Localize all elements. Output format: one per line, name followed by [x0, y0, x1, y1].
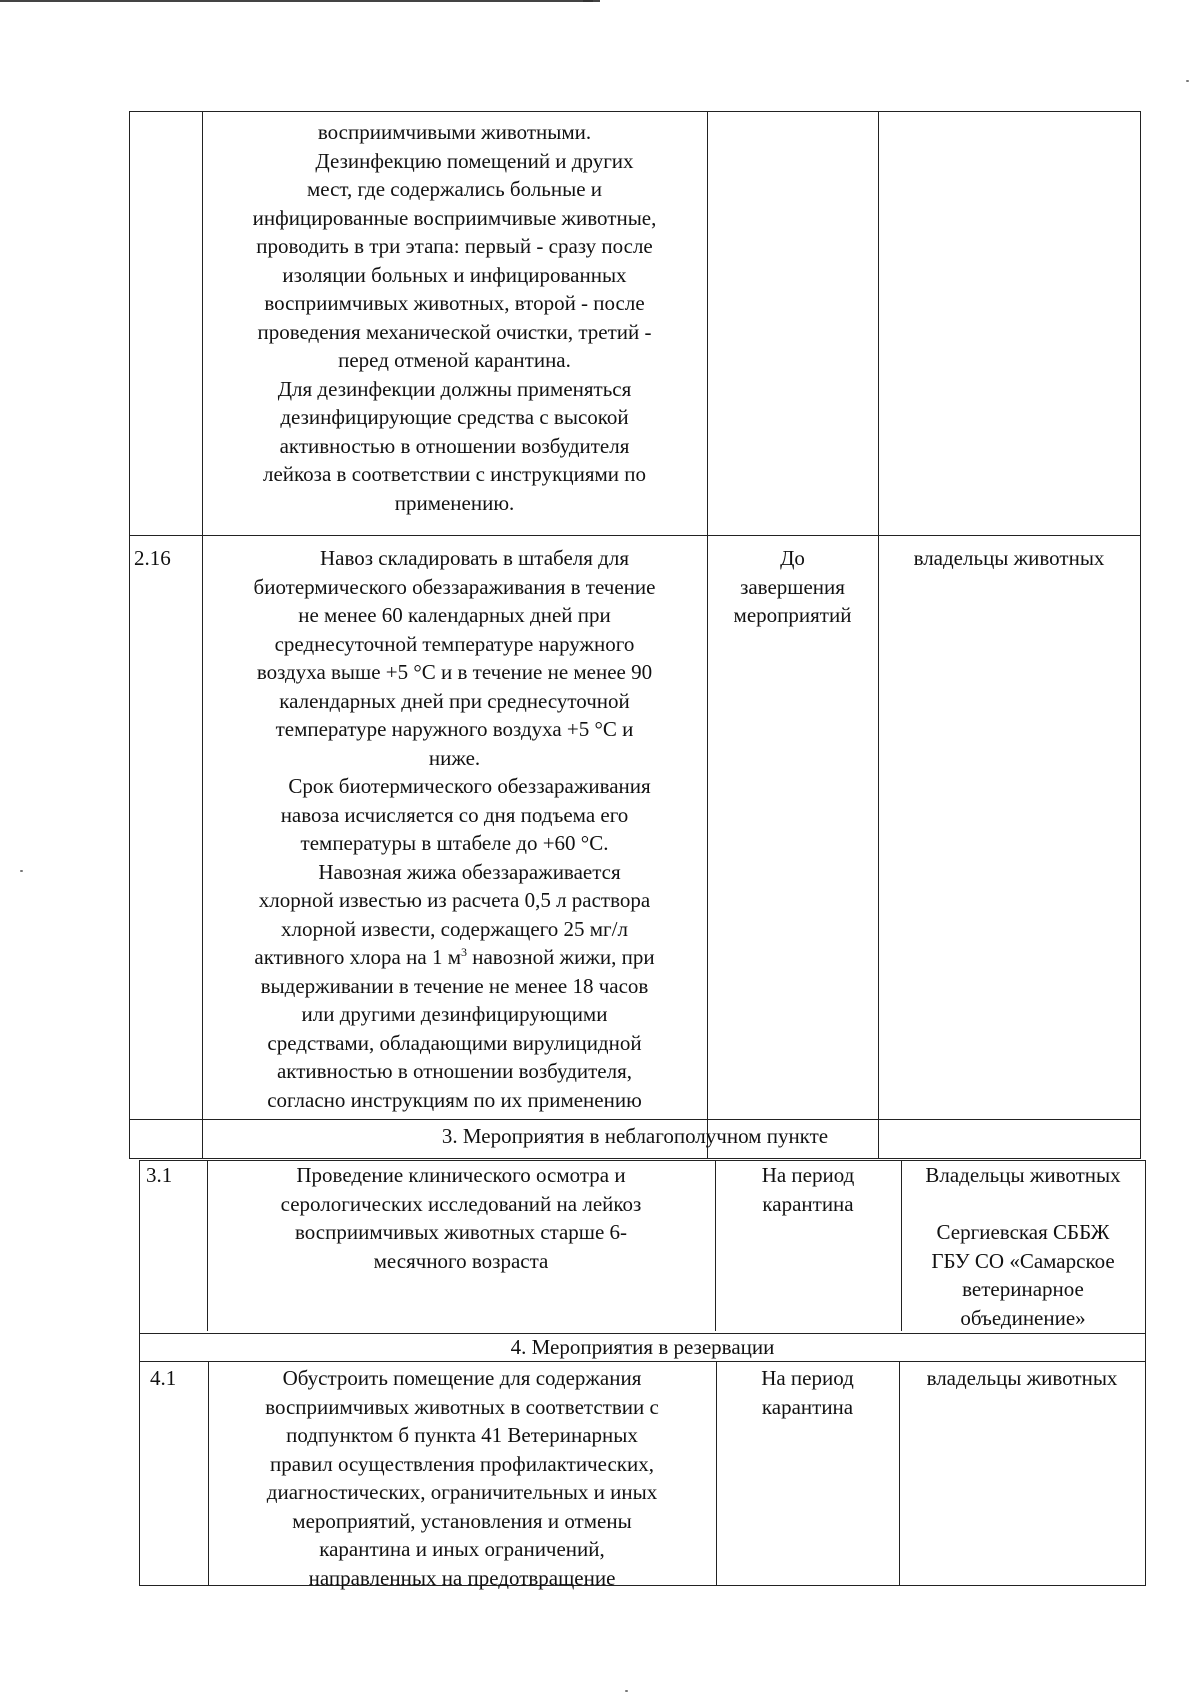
- text-line: воздуха выше +5 °С и в течение не менее 90: [256, 660, 653, 684]
- text-line: согласно инструкциям по их применению: [267, 1087, 642, 1112]
- text-line: серологических исследований на лейкоз: [280, 1191, 642, 1216]
- responsible-cell: [878, 544, 1140, 573]
- text-line: активностью в отношении возбудителя,: [276, 1059, 633, 1083]
- row-divider: [130, 1119, 1140, 1120]
- text-line: проводить в три этапа: первый - сразу после: [256, 234, 653, 258]
- text-line: Обустроить помещение для содержания: [282, 1366, 642, 1390]
- continuation-measure-text: [202, 118, 707, 517]
- term-cell: [716, 1364, 899, 1421]
- scan-speck: [20, 870, 23, 872]
- responsible-cell: [899, 1364, 1145, 1393]
- text-line: На период: [761, 1366, 854, 1390]
- exam-measure-text: [207, 1161, 715, 1275]
- text-line: Навозная жижа обеззараживается: [318, 859, 621, 884]
- text-line: активностью в отношении возбудителя: [279, 433, 630, 458]
- text-line: ниже.: [428, 745, 481, 770]
- row-divider: [130, 535, 1140, 536]
- text-line: Проведение клинического осмотра и: [296, 1163, 626, 1187]
- text-line: карантина и иных ограничений,: [319, 1537, 605, 1561]
- text-line: лейкоза в соответствии с инструкциями по: [263, 462, 646, 486]
- text-line: Владельцы животных: [925, 1163, 1121, 1187]
- column-divider: [707, 112, 708, 1158]
- term-cell: [715, 1161, 901, 1218]
- text-line: восприимчивых животных в соответствии с: [265, 1394, 659, 1419]
- column-divider: [878, 112, 879, 1158]
- text-line: восприимчивых животных, второй - после: [264, 291, 645, 315]
- text-line: хлорной известью из расчета 0,5 л раствора: [258, 888, 651, 912]
- text-line: На период: [761, 1163, 855, 1187]
- text-line: Срок биотермического обеззараживания: [288, 774, 651, 798]
- text-line: восприимчивых животных старше 6-: [294, 1220, 628, 1244]
- text-line: мероприятий, установления и отмены: [292, 1508, 632, 1533]
- text-line: правил осуществления профилактических,: [270, 1451, 654, 1476]
- text-line: температуры в штабеле до +60 °С.: [300, 831, 609, 855]
- text-line: [202, 943, 707, 972]
- text-line: дезинфицирующие средства с высокой: [280, 405, 629, 429]
- text-line: восприимчивыми животными.: [317, 120, 592, 144]
- text-line: температуре наружного воздуха +5 °С и: [275, 717, 634, 741]
- superscript: 3: [460, 945, 467, 959]
- responsible-cell: [901, 1161, 1145, 1332]
- text-line: навоза исчисляется со дня подъема его: [280, 802, 629, 827]
- text-line: Дезинфекцию помещений и других: [315, 148, 634, 173]
- text-line: выдерживании в течение не менее 18 часов: [260, 973, 649, 998]
- text-line: не менее 60 календарных дней при: [298, 603, 611, 627]
- text-line: изоляции больных и инфицированных: [282, 262, 627, 287]
- text-line: мест, где содержались больные и: [306, 177, 603, 201]
- text-line: карантина: [761, 1394, 854, 1419]
- text-line: инфицированные восприимчивые животные,: [252, 205, 657, 230]
- text-line: объединение»: [960, 1305, 1086, 1330]
- text-line: месячного возраста: [373, 1248, 549, 1273]
- scan-mark: [583, 0, 593, 2]
- text-line: владельцы животных: [913, 546, 1105, 570]
- measures-table-part1: [129, 111, 1141, 1159]
- text-line: карантина: [762, 1191, 854, 1216]
- text-line: Для дезинфекции должны применяться: [277, 376, 632, 401]
- manure-measure-text: [202, 544, 707, 1114]
- row-number: 4.1: [150, 1366, 177, 1390]
- text-line: или другими дезинфицирующими: [301, 1002, 608, 1026]
- section-heading: 4. Мероприятия в резервации: [510, 1335, 775, 1359]
- text-line: проведения механической очистки, третий -: [257, 319, 652, 344]
- scan-speck: [625, 1690, 628, 1692]
- text-line: завершения: [740, 574, 845, 599]
- text-line: владельцы животных: [926, 1366, 1118, 1390]
- housing-measure-text: [208, 1364, 716, 1592]
- text-fragment: навозной жижи, при: [466, 945, 655, 969]
- text-line: ветеринарное: [962, 1277, 1084, 1301]
- text-line: ГБУ СО «Самарское: [931, 1248, 1115, 1273]
- text-line: средствами, обладающими вирулицидной: [267, 1030, 642, 1055]
- term-cell: [707, 544, 878, 630]
- text-line: хлорной извести, содержащего 25 мг/л: [281, 916, 628, 941]
- scan-edge-line: [0, 0, 600, 2]
- row-number: 2.16: [134, 546, 171, 570]
- text-line: перед отменой карантина.: [338, 348, 571, 372]
- measures-table-part2: [139, 1160, 1146, 1590]
- text-line: Навоз складировать в штабеля для: [319, 546, 629, 570]
- text-line: До: [780, 546, 805, 570]
- column-divider: [899, 1361, 900, 1585]
- text-line: мероприятий: [733, 603, 852, 627]
- text-line: подпунктом б пункта 41 Ветеринарных: [286, 1423, 638, 1447]
- scan-speck: [1186, 80, 1189, 82]
- text-line: [901, 1190, 1145, 1219]
- text-line: среднесуточной температуре наружного: [274, 631, 635, 656]
- text-line: направленных на предотвращение: [308, 1565, 616, 1590]
- text-line: биотермического обеззараживания в течение: [253, 574, 656, 599]
- text-line: календарных дней при среднесуточной: [279, 688, 630, 713]
- text-line: диагностических, ограничительных и иных: [266, 1480, 658, 1504]
- row-number: 3.1: [146, 1163, 173, 1187]
- text-fragment: активного хлора на 1 м: [254, 945, 461, 969]
- section-heading: 3. Мероприятия в неблагополучном пункте: [441, 1124, 829, 1148]
- text-line: применению.: [394, 490, 515, 515]
- row-divider: [140, 1361, 1145, 1362]
- text-line: Сергиевская СББЖ: [936, 1220, 1110, 1244]
